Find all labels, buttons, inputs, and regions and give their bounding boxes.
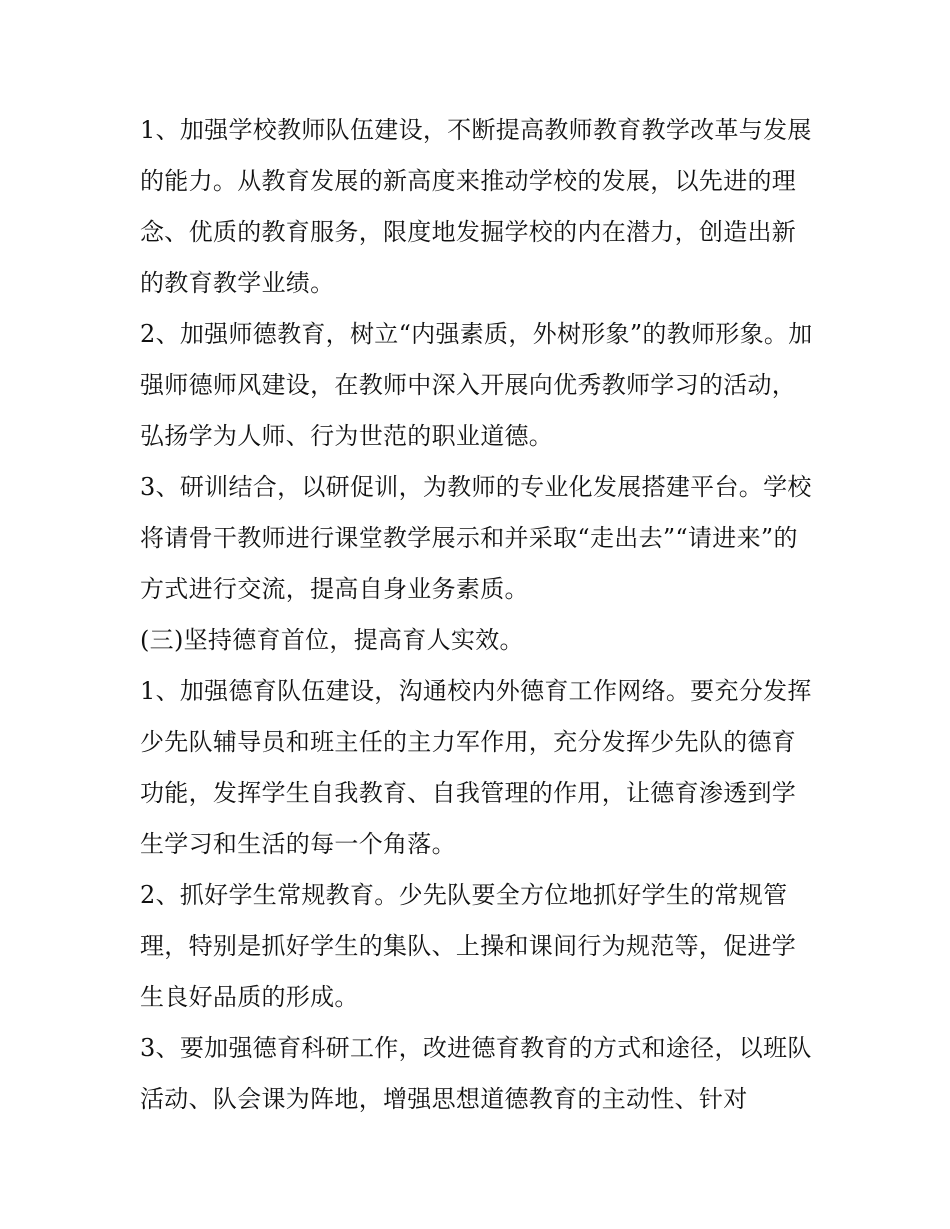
paragraph-research-training: 3、研训结合，以研促训，为教师的专业化发展搭建平台。学校将请骨干教师进行课堂教学展示和并采取“走出去”“请进来”的方式进行交流，提高自身业务素质。	[140, 473, 812, 603]
paragraph-routine-education: 2、抓好学生常规教育。少先队要全方位地抓好学生的常规管理，特别是抓好学生的集队、上操和课间行为规范等，促进学生良好品质的形成。	[140, 881, 797, 1011]
section-heading-moral-education: (三)坚持德育首位，提高育人实效。	[140, 626, 524, 654]
paragraph-teacher-team: 1、加强学校教师队伍建设，不断提高教师教育教学改革与发展的能力。从教育发展的新高度来推动学校的发展，以先进的理念、优质的教育服务，限度地发掘学校的内在潜力，创造出新的教育教学业绩。	[140, 116, 812, 297]
paragraph-moral-team: 1、加强德育队伍建设，沟通校内外德育工作网络。要充分发挥少先队辅导员和班主任的主力军作用，充分发挥少先队的德育功能，发挥学生自我教育、自我管理的作用，让德育渗透到学生学习和生活的每一个角落。	[140, 677, 812, 858]
paragraph-moral-research: 3、要加强德育科研工作，改进德育教育的方式和途径，以班队活动、队会课为阵地，增强思想道德教育的主动性、针对	[140, 1034, 812, 1113]
document-body	[140, 105, 820, 1125]
paragraph-teacher-ethics: 2、加强师德教育，树立“内强素质，外树形象”的教师形象。加强师德师风建设，在教师中深入开展向优秀教师学习的活动，弘扬学为人师、行为世范的职业道德。	[140, 320, 813, 450]
